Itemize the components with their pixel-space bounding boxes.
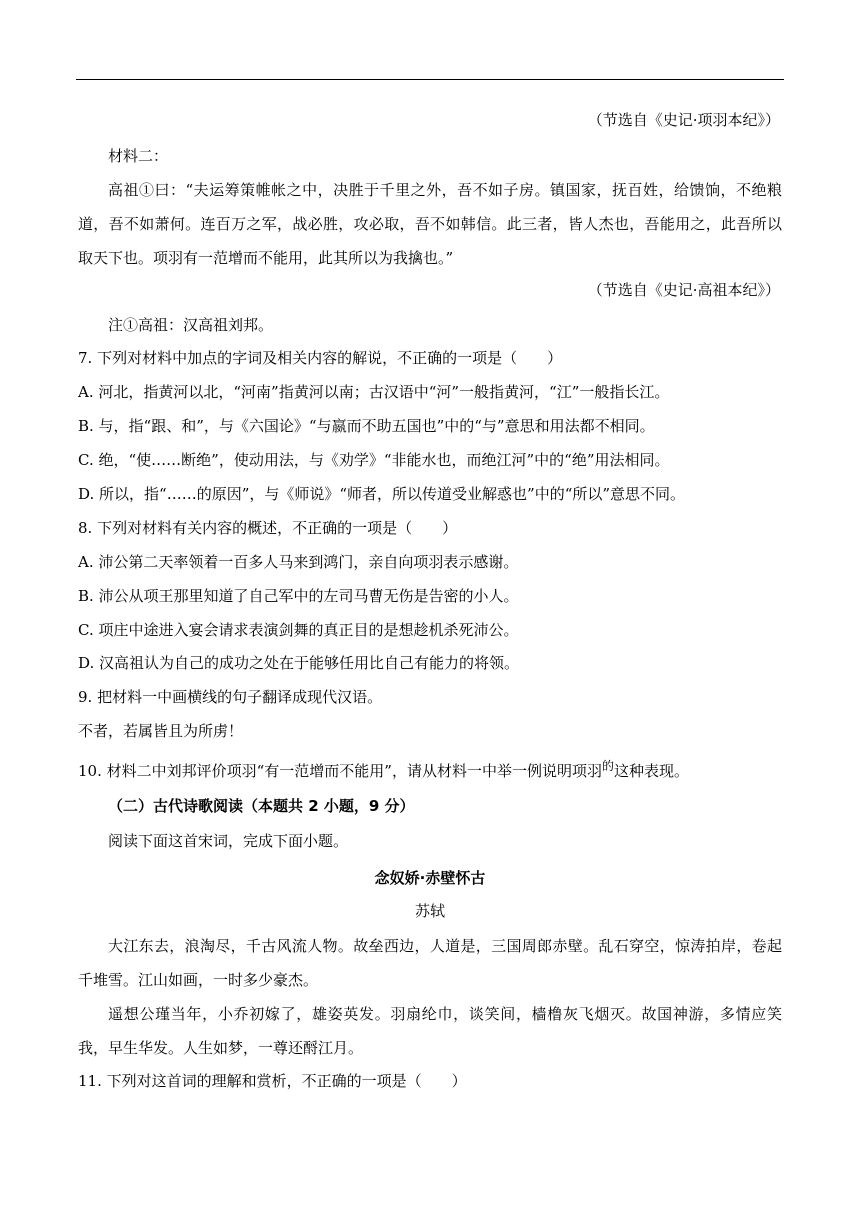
q9-sentence: 不者，若属皆且为所虏！ <box>78 722 244 740</box>
material2-heading: 材料二： <box>108 147 169 165</box>
poem-stanza-1: 大江东去，浪淘尽，千古风流人物。故垒西边，人道是，三国周郎赤壁。乱石穿空，惊涛拍岸，卷起千堆雪。江山如画，一时多少豪杰。 <box>78 937 782 989</box>
q9-stem: 9. 把材料一中画横线的句子翻译成现代汉语。 <box>78 688 383 706</box>
q7-option-b: B. 与，指“跟、和”，与《六国论》“与嬴而不助五国也”中的“与”意思和用法都不相同。 <box>78 417 655 435</box>
q7-option-d: D. 所以，指“……的原因”，与《师说》“师者，所以传道受业解惑也”中的“所以”意思不同。 <box>78 485 686 503</box>
q10-stem <box>78 760 689 783</box>
q8-option-c: C. 项庄中途进入宴会请求表演剑舞的真正目的是想趁机杀死沛公。 <box>78 621 519 639</box>
poem-title: 念奴娇·赤壁怀古 <box>374 869 486 887</box>
section2-instruction: 阅读下面这首宋词，完成下面小题。 <box>108 832 349 850</box>
q7-stem: 7. 下列对材料中加点的字词及相关内容的解说，不正确的一项是（ ） <box>78 349 563 367</box>
q10-stem-superscript: 的 <box>601 759 614 773</box>
header-rule <box>76 79 784 80</box>
footnote: 注①高祖：汉高祖刘邦。 <box>108 316 274 334</box>
poem-stanza-2: 遥想公瑾当年，小乔初嫁了，雄姿英发。羽扇纶巾，谈笑间，樯橹灰飞烟灭。故国神游，多情应笑我，早生华发。人生如梦，一尊还酹江月。 <box>78 1005 782 1057</box>
q11-stem: 11. 下列对这首词的理解和赏析，不正确的一项是（ ） <box>78 1072 467 1090</box>
source-citation-2: （节选自《史记·高祖本纪》） <box>587 281 780 299</box>
q7-option-c: C. 绝，“使……断绝”，使动用法，与《劝学》“非能水也，而绝江河”中的“绝”用法相同。 <box>78 451 670 469</box>
q8-option-d: D. 汉高祖认为自己的成功之处在于能够任用比自己有能力的将领。 <box>78 654 520 672</box>
q8-option-a: A. 沛公第二天率领着一百多人马来到鸿门，亲自向项羽表示感谢。 <box>78 553 519 571</box>
material2-paragraph: 高祖①曰：“夫运筹策帷帐之中，决胜于千里之外，吾不如子房。镇国家，抚百姓，给馈饷，不绝粮道，吾不如萧何。连百万之军，战必胜，攻必取，吾不如韩信。此三者，皆人杰也，吾能用之，此吾所以取天下也。项羽有一范增而不能用，此其所以为我擒也。” <box>78 181 782 267</box>
q8-option-b: B. 沛公从项王那里知道了自己军中的左司马曹无伤是告密的小人。 <box>78 587 519 605</box>
source-citation-1: （节选自《史记·项羽本纪》） <box>587 111 780 129</box>
poem-author: 苏轼 <box>414 902 445 920</box>
q7-option-a: A. 河北，指黄河以北，“河南”指黄河以南；古汉语中“河”一般指黄河，“江”一般指长江。 <box>78 383 670 401</box>
q10-stem-text-end: 这种表现。 <box>613 762 689 780</box>
q8-stem: 8. 下列对材料有关内容的概述，不正确的一项是（ ） <box>78 519 458 537</box>
q10-stem-text: 10. 材料二中刘邦评价项羽“有一范增而不能用”，请从材料一中举一例说明项羽 <box>78 762 602 780</box>
section2-heading: （二）古代诗歌阅读（本题共 2 小题，9 分） <box>108 797 415 815</box>
